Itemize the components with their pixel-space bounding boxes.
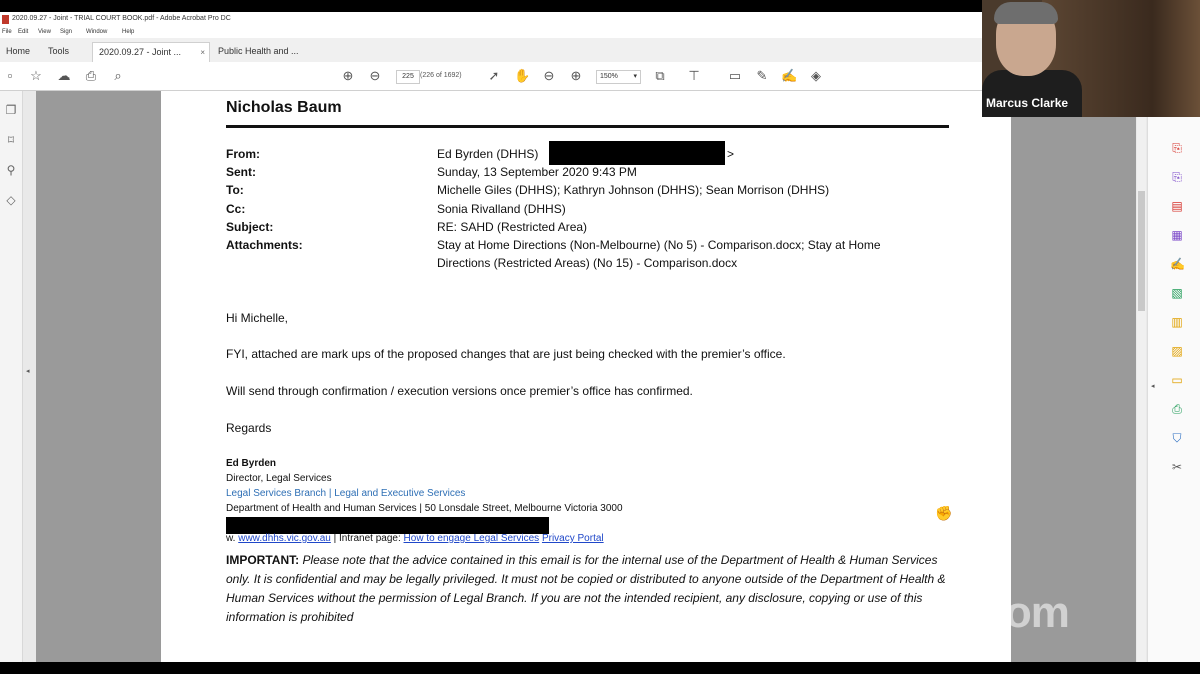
- create-pdf-icon[interactable]: ⎘: [1172, 170, 1182, 184]
- comment-tool-icon[interactable]: ▭: [1171, 373, 1183, 387]
- hand-tool-icon[interactable]: ✋: [514, 68, 531, 83]
- cc-value: Sonia Rivalland (DHHS): [437, 202, 566, 216]
- window-title: 2020.09.27 - Joint - TRIAL COURT BOOK.pdf - Adobe Acrobat Pro DC: [12, 15, 231, 22]
- signature-name: Ed Byrden: [226, 458, 277, 469]
- pdf-page: [161, 91, 1011, 662]
- tab-home[interactable]: Home: [6, 46, 31, 56]
- menu-help[interactable]: Help: [122, 29, 135, 35]
- sign-icon[interactable]: ✍: [781, 68, 798, 83]
- email-paragraph-2: Will send through confirmation / execution versions once premier’s office has confirmed.: [226, 384, 693, 398]
- zoom-in-icon[interactable]: ⊕: [570, 68, 582, 83]
- signature-branch: Legal Services Branch | Legal and Executive Services: [226, 488, 466, 499]
- export-pdf-icon[interactable]: ⎘: [1172, 141, 1182, 155]
- redaction-bar: [226, 517, 549, 534]
- attachments-label: Attachments:: [226, 238, 303, 252]
- important-label: IMPORTANT:: [226, 553, 300, 567]
- tab-document-1[interactable]: [92, 42, 210, 62]
- cloud-upload-icon[interactable]: ☁: [57, 68, 71, 83]
- print-icon[interactable]: ⎙: [85, 68, 97, 83]
- sent-value: Sunday, 13 September 2020 9:43 PM: [437, 165, 637, 179]
- from-label: From:: [226, 147, 260, 161]
- close-icon[interactable]: ×: [200, 48, 205, 57]
- compress-icon[interactable]: ▥: [1171, 315, 1183, 329]
- email-closing: Regards: [226, 421, 272, 435]
- tab-document-1-label: 2020.09.27 - Joint ...: [99, 47, 182, 57]
- menu-window[interactable]: Window: [86, 29, 108, 35]
- pdf-file-icon: [2, 15, 9, 24]
- save-icon[interactable]: ▫: [7, 68, 13, 83]
- protect-shield-icon[interactable]: ⛉: [1172, 431, 1182, 445]
- vertical-scrollbar[interactable]: [1137, 91, 1146, 662]
- zoom-out-icon[interactable]: ⊖: [543, 68, 555, 83]
- page-count: (226 of 1692): [420, 72, 462, 79]
- highlight-pen-icon[interactable]: ✎: [756, 68, 768, 83]
- zoom-value: 150%: [600, 73, 618, 80]
- menu-edit[interactable]: Edit: [18, 29, 29, 35]
- select-cursor-icon[interactable]: ➚: [488, 68, 500, 83]
- menu-file[interactable]: File: [2, 29, 12, 35]
- sent-label: Sent:: [226, 165, 256, 179]
- tab-document-2[interactable]: Public Health and ...: [218, 46, 299, 56]
- tab-tools[interactable]: Tools: [48, 46, 70, 56]
- subject-label: Subject:: [226, 220, 274, 234]
- engage-legal-link[interactable]: How to engage Legal Services: [403, 533, 540, 544]
- to-label: To:: [226, 183, 244, 197]
- comment-icon[interactable]: ▭: [728, 68, 742, 83]
- page-header-name: Nicholas Baum: [226, 99, 342, 116]
- left-navigation-panel: [0, 91, 23, 662]
- zoom-select[interactable]: [596, 70, 641, 84]
- web-prefix: w.: [226, 533, 236, 544]
- page-down-icon[interactable]: ⊖: [369, 68, 381, 83]
- page-number-input[interactable]: 225: [396, 70, 420, 84]
- confidentiality-notice: [226, 551, 956, 627]
- edit-pdf-icon[interactable]: ▤: [1171, 199, 1183, 213]
- subject-value: RE: SAHD (Restricted Area): [437, 220, 588, 234]
- privacy-portal-link[interactable]: Privacy Portal: [541, 533, 604, 544]
- attachments-line-2: Directions (Restricted Areas) (No 15) - Comparison.docx: [437, 256, 738, 270]
- more-tools-icon[interactable]: ✂: [1171, 460, 1183, 474]
- scroll-mode-icon[interactable]: ⊤: [688, 68, 700, 83]
- right-tools-panel: [1147, 91, 1200, 662]
- collapse-left-panel-icon[interactable]: ◂: [26, 368, 30, 375]
- redact-icon[interactable]: ▨: [1171, 344, 1183, 358]
- signature-links: [226, 533, 604, 544]
- header-rule: [226, 125, 949, 128]
- attachments-line-1: Stay at Home Directions (Non-Melbourne) (No 5) - Comparison.docx; Stay at Home: [437, 238, 881, 252]
- chevron-down-icon: ▾: [633, 73, 637, 80]
- email-paragraph-1: FYI, attached are mark ups of the proposed changes that are just being checked with the premier’s office.: [226, 347, 786, 361]
- to-value: Michelle Giles (DHHS); Kathryn Johnson (DHHS); Sean Morrison (DHHS): [437, 183, 830, 197]
- page-fit-icon[interactable]: ⧉: [655, 68, 665, 83]
- signature-role: Director, Legal Services: [226, 473, 332, 484]
- page-up-icon[interactable]: ⊕: [342, 68, 354, 83]
- participant-name: Marcus Clarke: [986, 96, 1069, 110]
- email-greeting: Hi Michelle,: [226, 311, 289, 325]
- menu-view[interactable]: View: [38, 29, 51, 35]
- intranet-label: | Intranet page:: [333, 533, 404, 544]
- important-text: Please note that the advice contained in this email is for the internal use of the Department of Health & Human Services only. It is confidential and may be legally privileged. It must not be copied or distributed to anyone outside of the Department of Health & Human Services without the permission of Legal Branch. If you are not the intended recipient, any disclosure, copying or use of this information is prohibited: [226, 553, 946, 624]
- page-thumbnails-icon[interactable]: ❐: [5, 103, 17, 117]
- fill-sign-icon[interactable]: ✍: [1170, 257, 1185, 271]
- stamp-icon[interactable]: ◈: [811, 68, 821, 83]
- bookmark-icon[interactable]: ⌑: [7, 133, 15, 147]
- home-indicator-bar[interactable]: [407, 652, 782, 658]
- combine-files-icon[interactable]: ▦: [1171, 228, 1183, 242]
- webcam-person-hair: [994, 2, 1058, 24]
- hand-cursor-icon: ✊: [935, 505, 953, 521]
- zoom-watermark-logo: zoom: [958, 588, 1069, 637]
- layers-icon[interactable]: ◇: [6, 193, 16, 207]
- search-icon[interactable]: ⌕: [114, 68, 122, 83]
- cc-label: Cc:: [226, 202, 246, 216]
- from-value: Ed Byrden (DHHS): [437, 147, 539, 161]
- signature-department: Department of Health and Human Services | 50 Lonsdale Street, Melbourne Victoria 3000: [226, 503, 623, 514]
- redaction-bar: [549, 141, 725, 165]
- webcam-video-tile: [982, 0, 1200, 117]
- website-link[interactable]: www.dhhs.vic.gov.au: [238, 533, 331, 544]
- scrollbar-thumb[interactable]: [1138, 191, 1145, 311]
- organize-pages-icon[interactable]: ▧: [1171, 286, 1183, 300]
- collapse-right-panel-icon[interactable]: ◂: [1151, 383, 1155, 390]
- attachment-icon[interactable]: ⚲: [6, 163, 16, 177]
- from-suffix: >: [727, 147, 735, 161]
- menu-sign[interactable]: Sign: [60, 29, 73, 35]
- star-icon[interactable]: ☆: [30, 68, 42, 83]
- print-production-icon[interactable]: ⎙: [1172, 402, 1182, 416]
